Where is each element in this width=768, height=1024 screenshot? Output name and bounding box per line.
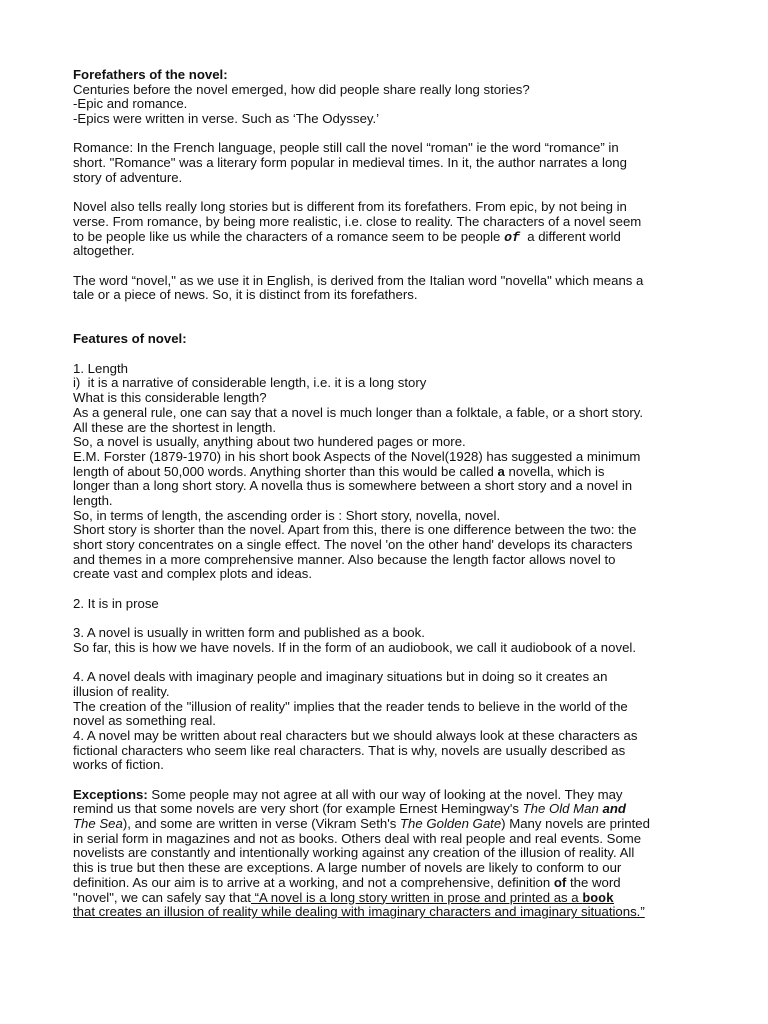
text-line: So, in terms of length, the ascending order is : Short story, novella, novel. — [73, 507, 501, 523]
text-line — [73, 230, 698, 245]
text-line — [73, 788, 698, 803]
text-line: i) it is a narrative of considerable length, i.e. it is a long story — [73, 375, 427, 391]
book-title: The Sea — [73, 816, 123, 832]
book-title: The Old Man — [522, 801, 603, 817]
section-heading-forefathers: Forefathers of the novel: — [73, 67, 228, 82]
emphasis-of: of — [504, 229, 520, 245]
text-line: As a general rule, one can say that a novel is much longer than a folktale, a fable, or a short story. — [73, 404, 644, 420]
text-fragment: novella, which is — [504, 463, 605, 479]
text-fragment: Some people may not agree at all with our way of looking at the novel. They may — [147, 786, 623, 802]
text-fragment: remind us that some novels are very short (for example Ernest Hemingway's — [73, 801, 523, 817]
text-line: and themes in a more comprehensive manner. Also because the length factor allows novel to — [73, 551, 616, 567]
text-line: altogether. — [73, 243, 135, 259]
text-line: this is true but then these are exceptions. A large number of novels are likely to conform to our — [73, 860, 622, 876]
text-fragment: definition. As our aim is to arrive at a working, and not a comprehensive, definition — [73, 874, 554, 890]
text-fragment: length of about 50,000 words. Anything shorter than this would be called — [73, 463, 498, 479]
text-line: create vast and complex plots and ideas. — [73, 566, 312, 582]
text-line: 4. A novel may be written about real characters but we should always look at these characters as — [73, 727, 638, 743]
text-line: Centuries before the novel emerged, how did people share really long stories? — [73, 81, 530, 97]
text-line: The creation of the "illusion of reality" implies that the reader tends to believe in the world of the — [73, 698, 628, 714]
book-title: The Golden Gate — [399, 816, 502, 832]
text-line: All these are the shortest in length. — [73, 419, 277, 435]
emphasis-book: book — [582, 890, 614, 906]
text-fragment: "novel", we can safely say that — [73, 889, 251, 905]
section-heading-features: Features of novel: — [73, 331, 187, 347]
text-fragment: to be people like us while the characters of a romance seem to be people — [73, 228, 505, 244]
text-line — [73, 465, 698, 480]
text-fragment: a different world — [519, 228, 621, 244]
text-line: Romance: In the French language, people still call the novel “roman" ie the word “romance” in — [73, 140, 619, 156]
text-line — [73, 802, 698, 817]
text-line: E.M. Forster (1879-1970) in his short book Aspects of the Novel(1928) has suggested a minimum — [73, 448, 641, 464]
text-line: The word “novel," as we use it in English, is derived from the Italian word "novella" which means a — [73, 272, 644, 288]
text-line — [73, 891, 698, 906]
text-line: -Epic and romance. — [73, 96, 188, 112]
text-line: 1. Length — [73, 360, 128, 376]
text-line — [73, 876, 698, 891]
text-line: 4. A novel deals with imaginary people and imaginary situations but in doing so it creates an — [73, 669, 608, 685]
text-line: story of adventure. — [73, 169, 183, 185]
text-line: So, a novel is usually, anything about two hundered pages or more. — [73, 434, 466, 450]
text-line: short story concentrates on a single effect. The novel 'on the other hand' develops its characters — [73, 537, 633, 553]
book-title-and: and — [602, 801, 626, 817]
text-fragment: ) Many novels are printed — [501, 816, 650, 832]
text-fragment: the word — [566, 874, 621, 890]
text-line: fictional characters who seem like real characters. That is why, novels are usually described as — [73, 742, 626, 758]
text-line: Novel also tells really long stories but is different from its forefathers. From epic, by not being in — [73, 199, 627, 215]
text-line: novel as something real. — [73, 713, 216, 729]
text-line: in serial form in magazines and not as books. Others deal with real people and real events. Some — [73, 830, 642, 846]
text-line: illusion of reality. — [73, 683, 170, 699]
document-page — [73, 68, 698, 920]
text-line: 2. It is in prose — [73, 595, 159, 611]
text-line: short. "Romance" was a literary form popular in medieval times. In it, the author narrates a long — [73, 155, 627, 171]
text-line: novelists are constantly and intentionally working against any creation of the illusion of reality. All — [73, 845, 635, 861]
text-line: So far, this is how we have novels. If in the form of an audiobook, we call it audiobook of a novel. — [73, 639, 636, 655]
text-line: What is this considerable length? — [73, 390, 267, 406]
exceptions-label: Exceptions: — [73, 786, 148, 802]
emphasis-a: a — [497, 463, 505, 479]
definition-quote: that creates an illusion of reality while dealing with imaginary characters and imaginary situations.” — [73, 904, 645, 920]
text-line — [73, 817, 698, 832]
text-line: verse. From romance, by being more realistic, i.e. close to reality. The characters of a novel seem — [73, 213, 642, 229]
text-fragment: ), and some are written in verse (Vikram Seth's — [122, 816, 400, 832]
text-line: Short story is shorter than the novel. Apart from this, there is one difference between the two: the — [73, 522, 637, 538]
text-line: 3. A novel is usually in written form and published as a book. — [73, 625, 425, 641]
emphasis-of: of — [553, 874, 567, 890]
text-line: length. — [73, 492, 113, 508]
text-line: tale or a piece of news. So, it is distinct from its forefathers. — [73, 287, 418, 303]
text-line: longer than a long short story. A novella thus is somewhere between a short story and a novel in — [73, 478, 633, 494]
definition-quote: “A novel is a long story written in prose and printed as a — [250, 889, 583, 905]
text-line: -Epics were written in verse. Such as ‘The Odyssey.’ — [73, 111, 380, 127]
text-line: works of fiction. — [73, 757, 164, 773]
